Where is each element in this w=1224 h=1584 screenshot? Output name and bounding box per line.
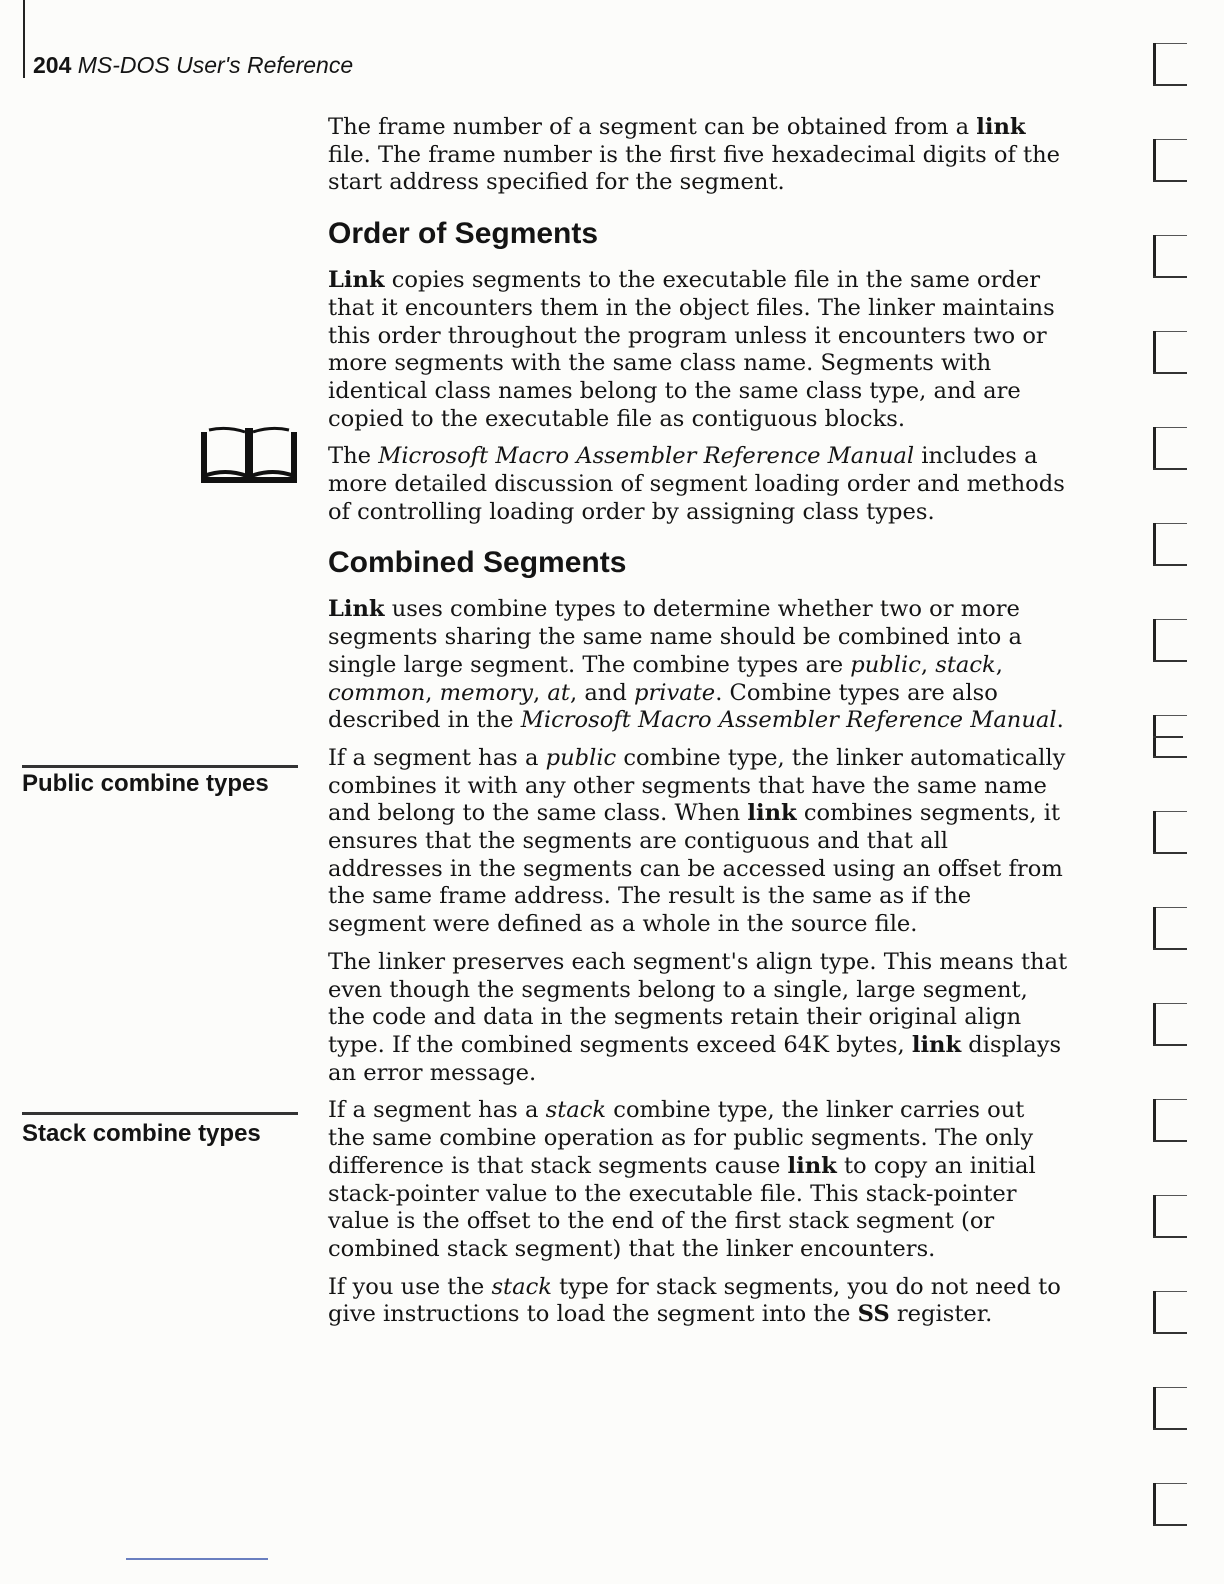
thumb-tab bbox=[1150, 1480, 1186, 1528]
page-header bbox=[33, 52, 353, 79]
public-combine-heading: Public combine types bbox=[22, 770, 269, 797]
thumb-tab bbox=[1150, 424, 1186, 472]
order-paragraph-2: The Microsoft Macro Assembler Reference Manual includes a more detailed discussion of segment loading order and methods of controlling loading order by assigning class types. bbox=[328, 443, 1065, 525]
thumb-tab bbox=[1150, 40, 1186, 88]
thumb-tab bbox=[1150, 1288, 1186, 1336]
intro-paragraph: The frame number of a segment can be obtained from a link file. The frame number is the first five hexadecimal digits of the start address specified for the segment. bbox=[328, 114, 1060, 196]
page-number: 204 bbox=[33, 52, 72, 78]
thumb-tab bbox=[1150, 232, 1186, 280]
running-title: MS-DOS User's Reference bbox=[77, 52, 354, 78]
public-heading-rule bbox=[22, 765, 298, 768]
thumb-tab bbox=[1150, 328, 1186, 376]
thumb-tab bbox=[1150, 520, 1186, 568]
public-paragraph-1: If a segment has a public combine type, the linker automatically combines it with any other segments that have the same name and belong to the same class. When link combines segments, it ensures that the segments are contiguous and that all addresses in the segments can be accessed using an offset from the same frame address. The result is the same as if the segment were defined as a whole in the source file. bbox=[328, 744, 1066, 938]
order-of-segments-heading: Order of Segments bbox=[328, 217, 599, 251]
stack-heading-rule bbox=[22, 1112, 298, 1115]
thumb-tab bbox=[1150, 1096, 1186, 1144]
order-paragraph-1: Link copies segments to the executable file in the same order that it encounters them in the object files. The linker maintains this order throughout the program unless it encounters two or more segments with the same class name. Segments with identical class names belong to the same class type, and are copied to the executable file as contiguous blocks. bbox=[328, 267, 1055, 432]
thumb-tab bbox=[1150, 616, 1186, 664]
thumb-tab-current bbox=[1150, 712, 1186, 760]
stack-combine-heading: Stack combine types bbox=[22, 1120, 261, 1147]
stack-paragraph-2: If you use the stack type for stack segments, you do not need to give instructions to load the segment into the SS register. bbox=[328, 1273, 1061, 1328]
gutter-line bbox=[23, 0, 25, 78]
public-paragraph-2: The linker preserves each segment's align type. This means that even though the segments belong to a single, large segment, the code and data in the segments retain their original align type. If the combined segments exceed 64K bytes, link displays an error message. bbox=[328, 948, 1068, 1086]
combined-paragraph: Link uses combine types to determine whether two or more segments sharing the same name should be combined into a single large segment. The combine types are public, stack, common, memory, at, and private. Combine types are also described in the Microsoft Macro Assembler Reference Manual. bbox=[328, 596, 1064, 734]
thumb-tab bbox=[1150, 904, 1186, 952]
thumb-tab bbox=[1150, 1000, 1186, 1048]
thumb-tab bbox=[1150, 1192, 1186, 1240]
body-text bbox=[328, 114, 1068, 1339]
thumb-tab bbox=[1150, 1384, 1186, 1432]
thumb-tab bbox=[1150, 808, 1186, 856]
combined-segments-heading: Combined Segments bbox=[328, 546, 627, 580]
open-book-icon bbox=[201, 424, 297, 484]
footer-rule bbox=[126, 1558, 268, 1560]
thumb-tabs bbox=[1150, 40, 1190, 1540]
stack-paragraph-1: If a segment has a stack combine type, the linker carries out the same combine operation as for public segments. The only difference is that stack segments cause link to copy an initial stack-pointer value to the executable file. This stack-pointer value is the offset to the end of the first stack segment (or combined stack segment) that the linker encounters. bbox=[328, 1097, 1036, 1262]
thumb-tab bbox=[1150, 136, 1186, 184]
